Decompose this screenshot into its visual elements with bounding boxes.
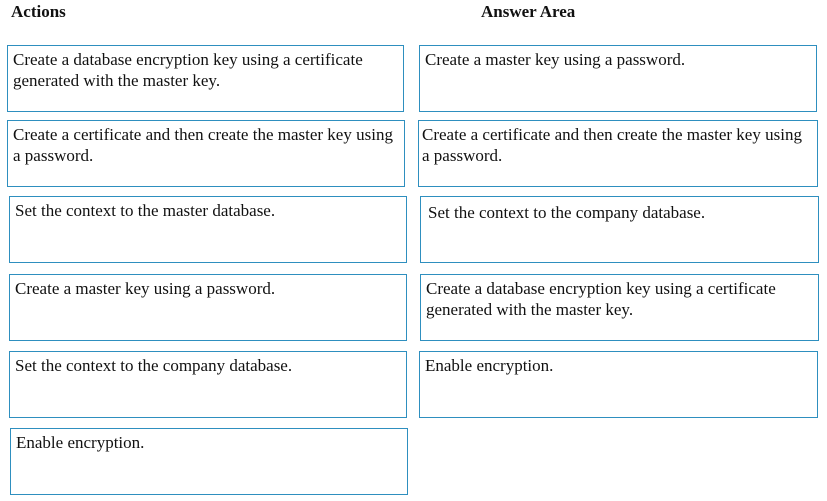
answer-slot-5[interactable]: Enable encryption. — [419, 351, 818, 418]
action-item-create-dek[interactable]: Create a database encryption key using a certificate generated with the master key. — [7, 45, 404, 112]
action-item-context-company-db[interactable]: Set the context to the company database. — [9, 351, 407, 418]
action-item-context-master-db[interactable]: Set the context to the master database. — [9, 196, 407, 263]
action-item-enable-encryption[interactable]: Enable encryption. — [10, 428, 408, 495]
action-item-create-master-key[interactable]: Create a master key using a password. — [9, 274, 407, 341]
action-item-create-cert-then-master-key[interactable]: Create a certificate and then create the master key using a password. — [7, 120, 405, 187]
answer-slot-3[interactable]: Set the context to the company database. — [420, 196, 819, 263]
answer-slot-1[interactable]: Create a master key using a password. — [419, 45, 817, 112]
answer-slot-4[interactable]: Create a database encryption key using a certificate generated with the master key. — [420, 274, 819, 341]
answer-area-heading: Answer Area — [481, 2, 576, 21]
actions-heading: Actions — [11, 2, 66, 21]
answer-slot-2[interactable]: Create a certificate and then create the master key using a password. — [418, 120, 818, 187]
